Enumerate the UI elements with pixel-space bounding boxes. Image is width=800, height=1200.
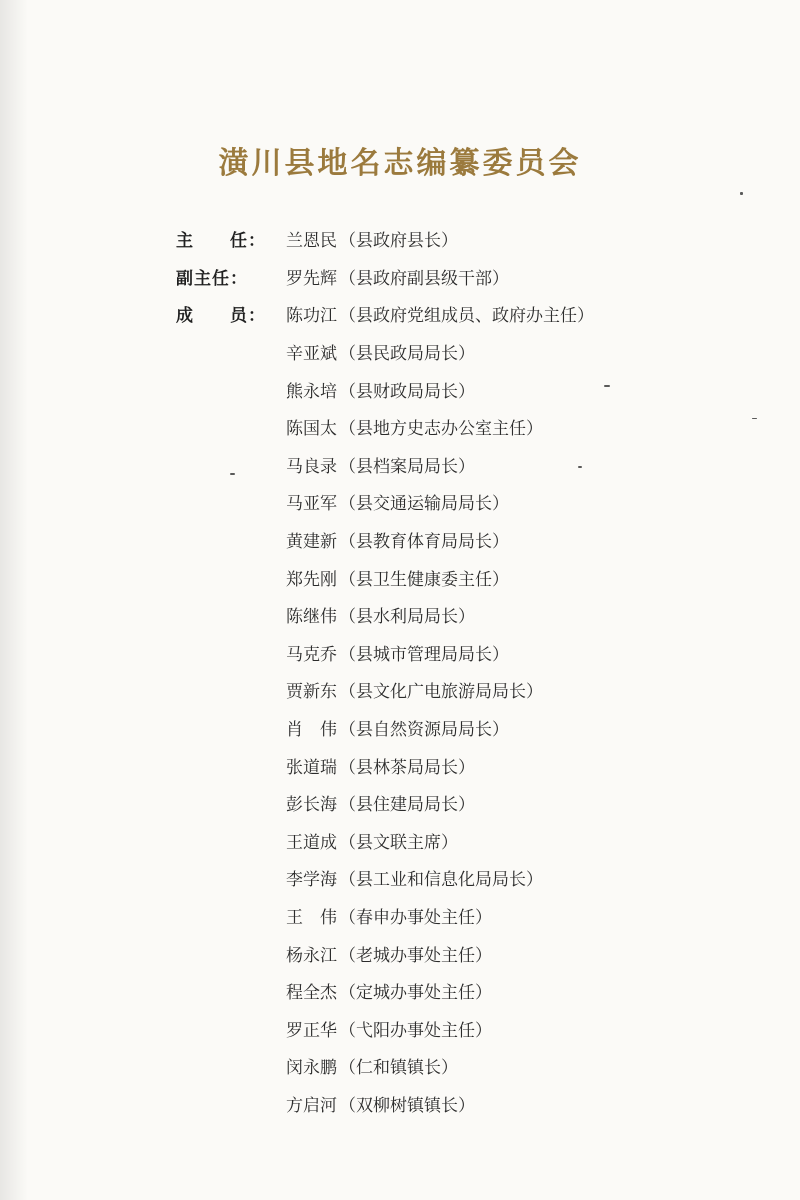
member-position: （县财政局局长） bbox=[339, 381, 475, 402]
member-name: 肖 伟 bbox=[286, 720, 337, 741]
member-name: 辛亚斌 bbox=[286, 344, 337, 365]
member-name: 罗先辉 bbox=[286, 268, 337, 289]
member-name: 王道成 bbox=[286, 832, 337, 853]
member-entry bbox=[286, 978, 492, 1003]
roster-row bbox=[176, 972, 736, 1010]
member-entry bbox=[286, 377, 475, 402]
member-name: 陈国太 bbox=[286, 419, 337, 440]
member-position: （县工业和信息化局局长） bbox=[339, 870, 543, 891]
role-label: 主 任： bbox=[176, 231, 266, 252]
member-entry bbox=[286, 941, 492, 966]
scan-speck bbox=[604, 385, 610, 387]
roster-row bbox=[176, 558, 736, 596]
member-name: 闵永鹏 bbox=[286, 1058, 337, 1079]
roster-row bbox=[176, 897, 736, 935]
member-position: （县自然资源局局长） bbox=[339, 720, 509, 741]
member-position: （定城办事处主任） bbox=[339, 983, 492, 1004]
roster-row bbox=[176, 521, 736, 559]
role-label: 成 员： bbox=[176, 306, 266, 327]
roster-row bbox=[176, 859, 736, 897]
member-position: （弋阳办事处主任） bbox=[339, 1020, 492, 1041]
member-name: 彭长海 bbox=[286, 795, 337, 816]
member-position: （县住建局局长） bbox=[339, 795, 475, 816]
roster-row bbox=[176, 596, 736, 634]
roster-row bbox=[176, 822, 736, 860]
member-name: 程全杰 bbox=[286, 983, 337, 1004]
member-entry bbox=[286, 828, 458, 853]
scan-speck bbox=[578, 466, 582, 468]
member-name: 黄建新 bbox=[286, 532, 337, 553]
roster-row bbox=[176, 709, 736, 747]
member-position: （县城市管理局局长） bbox=[339, 644, 509, 665]
member-entry bbox=[286, 865, 543, 890]
roster-row bbox=[176, 1009, 736, 1047]
member-entry bbox=[286, 489, 509, 514]
member-position: （老城办事处主任） bbox=[339, 945, 492, 966]
member-position: （仁和镇镇长） bbox=[339, 1058, 458, 1079]
member-name: 马克乔 bbox=[286, 644, 337, 665]
member-entry bbox=[286, 452, 475, 477]
scan-speck bbox=[740, 192, 743, 195]
member-entry bbox=[286, 264, 509, 289]
roster-row bbox=[176, 634, 736, 672]
member-entry bbox=[286, 903, 492, 928]
member-position: （县地方史志办公室主任） bbox=[339, 419, 543, 440]
member-entry bbox=[286, 602, 475, 627]
member-entry bbox=[286, 640, 509, 665]
page-title: 潢川县地名志编纂委员会 bbox=[218, 146, 582, 181]
roster-row bbox=[176, 258, 736, 296]
member-position: （双柳树镇镇长） bbox=[339, 1095, 475, 1116]
member-position: （县水利局局长） bbox=[339, 607, 475, 628]
member-name: 罗正华 bbox=[286, 1020, 337, 1041]
member-name: 方启河 bbox=[286, 1095, 337, 1116]
member-name: 王 伟 bbox=[286, 907, 337, 928]
member-position: （县政府党组成员、政府办主任） bbox=[339, 306, 594, 327]
roster-row bbox=[176, 784, 736, 822]
roster-row bbox=[176, 220, 736, 258]
roster-row bbox=[176, 671, 736, 709]
member-entry bbox=[286, 1091, 475, 1116]
member-position: （县教育体育局局长） bbox=[339, 532, 509, 553]
member-position: （县林茶局局长） bbox=[339, 757, 475, 778]
member-position: （县文化广电旅游局局长） bbox=[339, 682, 543, 703]
member-position: （县卫生健康委主任） bbox=[339, 569, 509, 590]
committee-roster bbox=[176, 220, 736, 1122]
member-position: （县民政局局长） bbox=[339, 344, 475, 365]
roster-row bbox=[176, 934, 736, 972]
member-position: （县文联主席） bbox=[339, 832, 458, 853]
member-name: 贾新东 bbox=[286, 682, 337, 703]
member-name: 马良录 bbox=[286, 456, 337, 477]
roster-row bbox=[176, 483, 736, 521]
member-entry bbox=[286, 301, 594, 326]
member-entry bbox=[286, 1053, 458, 1078]
scan-speck bbox=[752, 418, 757, 419]
roster-row bbox=[176, 408, 736, 446]
member-entry bbox=[286, 226, 458, 251]
member-entry bbox=[286, 677, 543, 702]
member-name: 郑先刚 bbox=[286, 569, 337, 590]
roster-row bbox=[176, 746, 736, 784]
member-name: 陈继伟 bbox=[286, 607, 337, 628]
roster-row bbox=[176, 446, 736, 484]
member-name: 李学海 bbox=[286, 870, 337, 891]
roster-row bbox=[176, 295, 736, 333]
member-name: 张道瑞 bbox=[286, 757, 337, 778]
member-position: （县政府县长） bbox=[339, 231, 458, 252]
scan-speck bbox=[230, 473, 235, 475]
member-position: （春申办事处主任） bbox=[339, 907, 492, 928]
member-entry bbox=[286, 527, 509, 552]
roster-row bbox=[176, 333, 736, 371]
member-name: 杨永江 bbox=[286, 945, 337, 966]
member-entry bbox=[286, 715, 509, 740]
member-entry bbox=[286, 414, 543, 439]
member-name: 马亚军 bbox=[286, 494, 337, 515]
member-entry bbox=[286, 1016, 492, 1041]
member-name: 熊永培 bbox=[286, 381, 337, 402]
member-name: 兰恩民 bbox=[286, 231, 337, 252]
member-position: （县政府副县级干部） bbox=[339, 268, 509, 289]
member-name: 陈功江 bbox=[286, 306, 337, 327]
member-position: （县档案局局长） bbox=[339, 456, 475, 477]
roster-row bbox=[176, 1085, 736, 1123]
role-label: 副主任： bbox=[176, 268, 248, 289]
roster-row bbox=[176, 370, 736, 408]
roster-row bbox=[176, 1047, 736, 1085]
member-entry bbox=[286, 753, 475, 778]
member-entry bbox=[286, 339, 475, 364]
member-entry bbox=[286, 565, 509, 590]
member-position: （县交通运输局局长） bbox=[339, 494, 509, 515]
member-entry bbox=[286, 790, 475, 815]
